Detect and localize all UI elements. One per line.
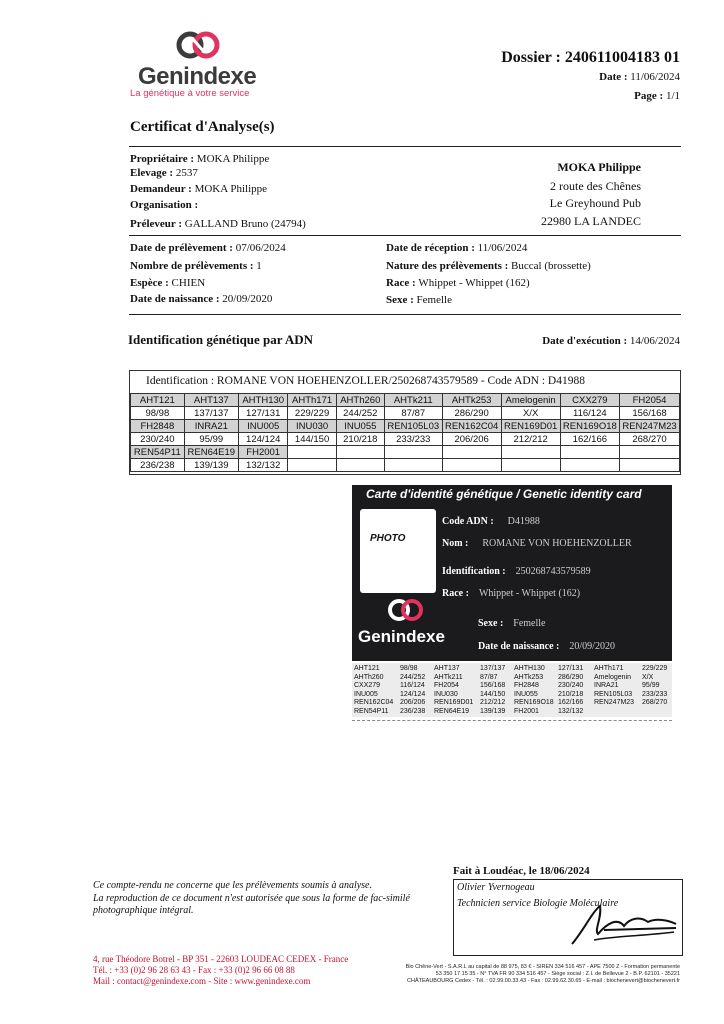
reception-label: Date de réception : — [386, 242, 478, 254]
card-sexe-value: Femelle — [513, 618, 546, 629]
card-marker-value: 127/131 — [558, 665, 584, 672]
card-marker-value: 162/166 — [558, 699, 584, 706]
dossier-number: Dossier : 240611004183 01 — [501, 49, 680, 66]
card-marker-value: 244/252 — [400, 673, 426, 681]
card-race-row — [442, 583, 580, 601]
marker-name-cell — [288, 446, 336, 459]
signature-name: Olivier Yvernogeau — [457, 882, 535, 893]
card-marker-name: REN105L03 — [594, 690, 633, 698]
signature-box — [453, 879, 683, 956]
signature-role: Technicien service Biologie Moléculaire — [457, 898, 619, 909]
marker-value-cell: 127/131 — [238, 407, 288, 420]
marker-name-cell — [560, 446, 619, 459]
marker-value-cell — [501, 459, 560, 472]
marker-name-cell: AHTH130 — [238, 394, 288, 407]
card-marker-name: AHTk211 — [434, 673, 463, 681]
card-ident-value: 250268743579589 — [515, 566, 591, 577]
card-marker-name: AHTk253 — [514, 673, 544, 681]
title-divider — [129, 146, 681, 147]
card-marker-name: REN169O18 — [514, 699, 554, 706]
marker-name-cell: AHT121 — [131, 394, 185, 407]
card-marker-name: FH2848 — [514, 682, 539, 689]
marker-value-row — [131, 433, 680, 446]
marker-value-cell: 268/270 — [620, 433, 680, 446]
demandeur-value: MOKA Philippe — [194, 183, 268, 195]
marker-value-cell — [288, 459, 336, 472]
card-marker-value: 206/206 — [400, 699, 426, 706]
card-marker-name: REN247M23 — [594, 699, 635, 706]
card-marker-name: INU055 — [514, 690, 538, 698]
company-logo — [130, 26, 270, 101]
disclaimer-line3: photographique intégral. — [93, 905, 194, 916]
genetic-identity-card — [352, 485, 672, 661]
card-marker-value: 137/137 — [480, 665, 506, 672]
marker-value-cell: 144/150 — [288, 433, 336, 446]
footer-mail: Mail : contact@genindexe.com - Site : www.genindexe.com — [93, 976, 311, 986]
card-marker-value: 268/270 — [642, 699, 668, 706]
card-marker-value: 87/87 — [480, 673, 498, 681]
card-marker-name: REN169D01 — [434, 699, 474, 706]
footer-contact — [93, 954, 393, 987]
date-prelevement-label: Date de prélèvement : — [130, 242, 236, 254]
marker-value-cell: 236/238 — [131, 459, 185, 472]
marker-value-cell — [442, 459, 501, 472]
marker-value-cell: 87/87 — [384, 407, 442, 420]
card-marker-value: 210/218 — [558, 690, 584, 698]
header-date-label: Date : — [599, 71, 631, 83]
footer-phone: Tél. : +33 (0)2 96 28 63 43 - Fax : +33 (0)2 96 66 08 88 — [93, 965, 295, 975]
card-nom-label: Nom : — [442, 538, 469, 549]
marker-value-cell: 132/132 — [238, 459, 288, 472]
owner-demandeur — [130, 183, 267, 195]
card-marker-value: 156/168 — [480, 682, 506, 689]
preleveur-label: Préleveur : — [130, 218, 185, 230]
reception-value: 11/06/2024 — [477, 242, 528, 254]
card-marker-value: 116/124 — [400, 682, 425, 689]
header-page-label: Page : — [634, 90, 666, 102]
identification-box — [129, 370, 681, 475]
footer-legal3: CHÂTEAUBOURG Cedex - Tél. : 02.99.00.33.43 - Fax : 02.99.62.30.65 - E-mail : biochenevert@biochenevert.fr — [407, 978, 680, 984]
footer-legal2: 53 350 17 15 35 - N° TVA FR 90 334 516 457 - Siège social : Z.I. de Bellevue 2 - B.P. 62101 - 35221 — [435, 971, 680, 977]
marker-name-cell: FH2848 — [131, 420, 185, 433]
footer-address: 4, rue Théodore Botrel - BP 351 - 22603 LOUDEAC CEDEX - France — [93, 954, 349, 964]
marker-name-cell: AHTk253 — [442, 394, 501, 407]
marker-name-cell: INU030 — [288, 420, 336, 433]
sample-divider — [129, 314, 681, 315]
card-title: Carte d'identité génétique / Genetic identity card — [366, 487, 642, 501]
card-marker-value: 233/233 — [642, 690, 668, 698]
marker-name-cell — [620, 446, 680, 459]
nombre-prelevements — [130, 260, 262, 272]
organisation-label: Organisation : — [130, 199, 199, 211]
nature-label: Nature des prélèvements : — [386, 260, 512, 272]
header-page — [634, 90, 680, 102]
card-marker-name: REN64E19 — [434, 707, 470, 715]
naissance-value: 20/09/2020 — [222, 293, 273, 305]
card-marker-name: AHTh260 — [354, 673, 384, 681]
marker-name-cell: AHTk211 — [384, 394, 442, 407]
race-value: Whippet - Whippet (162) — [418, 277, 530, 289]
card-naissance-value: 20/09/2020 — [569, 641, 615, 652]
marker-name-cell: REN54P11 — [131, 446, 185, 459]
card-markers-grid — [352, 663, 672, 717]
marker-name-cell: INRA21 — [184, 420, 238, 433]
card-marker-name: CXX279 — [354, 682, 381, 689]
logo-emblem-icon — [130, 26, 270, 66]
card-naissance-label: Date de naissance : — [478, 641, 560, 652]
footer-legal1: Bio Chêne-Vert - S.A.R.L au capital de 88 975, 83 € - SIREN 334 516 457 - APE 7500 Z - Formation permanente — [405, 964, 680, 970]
card-marker-value: 132/132 — [558, 707, 584, 715]
date-naissance — [130, 293, 272, 305]
marker-name-cell: REN169D01 — [501, 420, 560, 433]
espece-value: CHIEN — [171, 277, 206, 289]
marker-name-cell: REN247M23 — [620, 420, 680, 433]
marker-name-cell: REN64E19 — [184, 446, 238, 459]
marker-name-cell: AHTh171 — [288, 394, 336, 407]
marker-value-cell: 137/137 — [184, 407, 238, 420]
marker-name-row — [131, 394, 680, 407]
address-name: MOKA Philippe — [557, 160, 641, 174]
card-race-label: Race : — [442, 588, 469, 599]
card-marker-value: 98/98 — [400, 665, 418, 672]
card-marker-name: AHTh171 — [594, 665, 624, 672]
card-marker-name: AHT137 — [434, 665, 460, 672]
card-ident-row — [442, 561, 591, 579]
marker-value-cell: 244/252 — [336, 407, 384, 420]
card-photo-box — [360, 509, 436, 593]
marker-value-cell: 229/229 — [288, 407, 336, 420]
nature-value: Buccal (brossette) — [511, 260, 591, 272]
marker-value-row — [131, 459, 680, 472]
marker-value-cell: 98/98 — [131, 407, 185, 420]
marker-value-cell: 230/240 — [131, 433, 185, 446]
elevage-label: Elevage : — [130, 167, 176, 179]
marker-value-cell — [620, 459, 680, 472]
card-marker-name: REN54P11 — [354, 707, 389, 715]
execution-value: 14/06/2024 — [629, 335, 680, 347]
nature-prelevements — [386, 260, 591, 272]
naissance-label: Date de naissance : — [130, 293, 223, 305]
marker-value-cell — [384, 459, 442, 472]
date-reception — [386, 242, 527, 254]
race — [386, 277, 530, 289]
race-label: Race : — [386, 277, 419, 289]
marker-name-cell: REN169O18 — [560, 420, 619, 433]
card-ident-label: Identification : — [442, 566, 506, 577]
marker-name-cell — [384, 446, 442, 459]
card-cut-line — [352, 720, 672, 721]
card-marker-value: 95/99 — [642, 682, 660, 689]
elevage-value: 2537 — [175, 167, 198, 179]
execution-label: Date d'exécution : — [542, 335, 630, 347]
marker-value-cell: 210/218 — [336, 433, 384, 446]
card-marker-name: AHT121 — [354, 665, 380, 672]
sexe — [386, 294, 452, 306]
card-marker-value: X/X — [642, 673, 654, 681]
card-marker-value: 286/290 — [558, 673, 584, 681]
marker-value-cell — [560, 459, 619, 472]
card-marker-name: FH2054 — [434, 682, 459, 689]
preleveur-value: GALLAND Bruno (24794) — [184, 218, 306, 230]
marker-name-row — [131, 420, 680, 433]
execution-date — [542, 335, 680, 347]
marker-value-cell: 212/212 — [501, 433, 560, 446]
marker-value-cell: 116/124 — [560, 407, 619, 420]
marker-name-cell: REN105L03 — [384, 420, 442, 433]
nombre-value: 1 — [256, 260, 262, 272]
espece — [130, 277, 205, 289]
espece-label: Espèce : — [130, 277, 172, 289]
date-prelevement-value: 07/06/2024 — [235, 242, 286, 254]
card-logo-wordmark: Genindexe — [358, 627, 445, 646]
card-marker-name: Amelogenin — [594, 673, 631, 681]
marker-value-cell: 124/124 — [238, 433, 288, 446]
card-marker-value: 230/240 — [558, 682, 584, 689]
marker-value-cell: 156/168 — [620, 407, 680, 420]
marker-name-row — [131, 446, 680, 459]
marker-name-cell — [336, 446, 384, 459]
marker-name-cell: FH2054 — [620, 394, 680, 407]
card-code-label: Code ADN : — [442, 516, 494, 527]
marker-value-cell — [336, 459, 384, 472]
card-marker-name: REN162C04 — [354, 699, 394, 706]
marker-value-cell: 286/290 — [442, 407, 501, 420]
disclaimer-line2: La reproduction de ce document n'est autorisée que sous la forme de fac-similé — [93, 892, 410, 904]
card-logo-emblem-icon — [354, 595, 454, 625]
header-date-value: 11/06/2024 — [630, 71, 680, 83]
marker-name-cell: AHT137 — [184, 394, 238, 407]
card-naissance-row — [478, 636, 615, 654]
card-nom-value: ROMANE VON HOEHENZOLLER — [482, 538, 632, 549]
address-line2: Le Greyhound Pub — [549, 196, 641, 210]
disclaimer-line1: Ce compte-rendu ne concerne que les prélèvements soumis à analyse. — [93, 880, 372, 891]
marker-value-cell: 206/206 — [442, 433, 501, 446]
logo-wordmark: Genindexe — [138, 63, 257, 90]
marker-value-cell: 95/99 — [184, 433, 238, 446]
genetic-markers-table — [130, 393, 680, 472]
card-marker-value: 229/229 — [642, 665, 668, 672]
card-sexe-label: Sexe : — [478, 618, 504, 629]
owner-organisation — [130, 199, 198, 211]
owner-divider — [129, 235, 681, 236]
marker-name-cell: CXX279 — [560, 394, 619, 407]
address-line1: 2 route des Chênes — [550, 179, 641, 193]
date-prelevement — [130, 242, 286, 254]
marker-name-cell: INU005 — [238, 420, 288, 433]
marker-name-cell: INU055 — [336, 420, 384, 433]
marker-name-cell: Amelogenin — [501, 394, 560, 407]
card-marker-value: 139/139 — [480, 707, 506, 715]
card-logo — [354, 595, 454, 655]
card-code-row — [442, 511, 540, 529]
card-photo-label: PHOTO — [370, 533, 406, 544]
card-code-value: D41988 — [507, 516, 540, 527]
marker-value-cell: 233/233 — [384, 433, 442, 446]
proprietaire-value: MOKA Philippe — [196, 153, 270, 165]
card-marker-value: 212/212 — [480, 699, 506, 706]
marker-value-row — [131, 407, 680, 420]
dna-section-title: Identification génétique par ADN — [128, 332, 314, 347]
card-marker-value: 236/238 — [400, 707, 426, 715]
header-date — [599, 71, 680, 83]
marker-value-cell: 139/139 — [184, 459, 238, 472]
marker-value-cell: 162/166 — [560, 433, 619, 446]
card-sexe-row — [478, 613, 546, 631]
marker-name-cell: REN162C04 — [442, 420, 501, 433]
marker-name-cell — [501, 446, 560, 459]
owner-proprietaire — [130, 153, 269, 165]
header-page-value: 1/1 — [665, 90, 680, 102]
address-line3: 22980 LA LANDEC — [541, 214, 641, 228]
owner-elevage — [130, 167, 198, 179]
sexe-value: Femelle — [416, 294, 452, 306]
nombre-label: Nombre de prélèvements : — [130, 260, 257, 272]
proprietaire-label: Propriétaire : — [130, 153, 197, 165]
card-race-value: Whippet - Whippet (162) — [478, 588, 581, 599]
card-marker-value: 144/150 — [480, 690, 506, 698]
signature-place-date: Fait à Loudéac, le 18/06/2024 — [453, 865, 590, 877]
footer-legal — [380, 964, 680, 985]
card-marker-name: INU030 — [434, 690, 458, 698]
certificate-title: Certificat d'Analyse(s) — [130, 119, 275, 135]
card-nom-row — [442, 533, 632, 551]
card-marker-name: INRA21 — [594, 682, 619, 689]
disclaimer — [93, 880, 443, 918]
marker-name-cell: FH2001 — [238, 446, 288, 459]
card-marker-name: INU005 — [354, 690, 378, 698]
sexe-label: Sexe : — [386, 294, 417, 306]
card-marker-name: AHTH130 — [514, 665, 545, 672]
demandeur-label: Demandeur : — [130, 183, 195, 195]
identification-line: Identification : ROMANE VON HOEHENZOLLER/250268743579589 - Code ADN : D41988 — [146, 375, 585, 387]
card-marker-name: FH2001 — [514, 707, 539, 715]
marker-name-cell — [442, 446, 501, 459]
marker-value-cell: X/X — [501, 407, 560, 420]
marker-name-cell: AHTh260 — [336, 394, 384, 407]
handwritten-signature-icon — [564, 900, 684, 950]
owner-preleveur — [130, 218, 306, 230]
logo-tagline: La génétique à votre service — [130, 88, 250, 99]
card-marker-value: 124/124 — [400, 690, 426, 698]
